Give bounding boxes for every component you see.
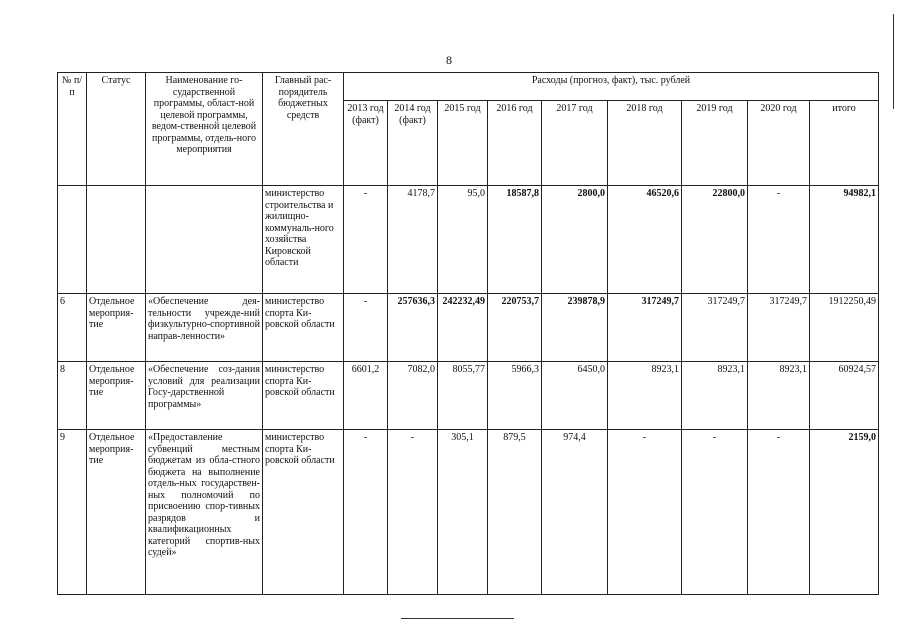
cell-status	[87, 186, 146, 294]
cell-value: 5966,3	[488, 362, 542, 430]
cell-value: 317249,7	[608, 294, 682, 362]
cell-value: 22800,0	[682, 186, 748, 294]
cell-value: 305,1	[438, 430, 488, 595]
cell-value: 242232,49	[438, 294, 488, 362]
cell-name: «Обеспечение соз-дания условий для реализации Госу-дарственной программы»	[146, 362, 263, 430]
header-status: Статус	[87, 73, 146, 186]
table-row	[58, 430, 879, 595]
cell-value: 4178,7	[388, 186, 438, 294]
cell-value: -	[682, 430, 748, 595]
header-expenses: Расходы (прогноз, факт), тыс. рублей	[344, 73, 879, 101]
table-row	[58, 362, 879, 430]
cell-value: 220753,7	[488, 294, 542, 362]
page-number: 8	[446, 53, 452, 67]
cell-admin: министерство спорта Ки-ровской области	[263, 362, 344, 430]
cell-status: Отдельное мероприя-тие	[87, 430, 146, 595]
cell-admin: министерство спорта Ки-ровской области	[263, 430, 344, 595]
cell-value: -	[388, 430, 438, 595]
cell-value: 2800,0	[542, 186, 608, 294]
cell-status: Отдельное мероприя-тие	[87, 362, 146, 430]
cell-name: «Предоставление субвенций местным бюджетам из обла-стного бюджета на выполнение отдель-ных государствен-ных полномочий по присвоению спор-тивных разрядов и квалификационных категорий спортив-ных судей»	[146, 430, 263, 595]
cell-value: 239878,9	[542, 294, 608, 362]
cell-value: 257636,3	[388, 294, 438, 362]
cell-value: -	[748, 430, 810, 595]
header-year: 2019 год	[682, 101, 748, 186]
cell-num: 6	[58, 294, 87, 362]
cell-value: 46520,6	[608, 186, 682, 294]
cell-num: 8	[58, 362, 87, 430]
header-year: 2018 год	[608, 101, 682, 186]
header-num: № п/п	[58, 73, 87, 186]
table-row	[58, 186, 879, 294]
header-year: 2017 год	[542, 101, 608, 186]
header-year: 2014 год (факт)	[388, 101, 438, 186]
cell-value: 317249,7	[682, 294, 748, 362]
header-admin: Главный рас-порядитель бюджетных средств	[263, 73, 344, 186]
cell-value: 8055,77	[438, 362, 488, 430]
cell-admin: министерство спорта Ки-ровской области	[263, 294, 344, 362]
cell-value: -	[748, 186, 810, 294]
cell-value: 18587,8	[488, 186, 542, 294]
cell-value: 8923,1	[682, 362, 748, 430]
cell-num: 9	[58, 430, 87, 595]
header-year: 2016 год	[488, 101, 542, 186]
cell-value: -	[344, 430, 388, 595]
cell-value: 317249,7	[748, 294, 810, 362]
cell-value: -	[344, 294, 388, 362]
header-year: 2020 год	[748, 101, 810, 186]
budget-table	[57, 72, 879, 595]
header-year: 2015 год	[438, 101, 488, 186]
margin-rule	[893, 14, 894, 109]
cell-value: 974,4	[542, 430, 608, 595]
cell-value: 6450,0	[542, 362, 608, 430]
header-year: 2013 год (факт)	[344, 101, 388, 186]
cell-total: 1912250,49	[810, 294, 879, 362]
cell-value: -	[344, 186, 388, 294]
cell-value: 8923,1	[608, 362, 682, 430]
cell-value: 8923,1	[748, 362, 810, 430]
table-row	[58, 294, 879, 362]
cell-name	[146, 186, 263, 294]
cell-admin: министерство строительства и жилищно-коммуналь-ного хозяйства Кировской области	[263, 186, 344, 294]
cell-num	[58, 186, 87, 294]
header-name: Наименование го-сударственной программы, област-ной целевой программы, ведом-ственной целевой программы, отдель-ного мероприятия	[146, 73, 263, 186]
cell-value: 95,0	[438, 186, 488, 294]
cell-value: 7082,0	[388, 362, 438, 430]
cell-value: -	[608, 430, 682, 595]
header-total: итого	[810, 101, 879, 186]
footer-rule	[401, 618, 514, 619]
cell-value: 879,5	[488, 430, 542, 595]
cell-total: 60924,57	[810, 362, 879, 430]
cell-name: «Обеспечение дея-тельности учрежде-ний физкультурно-спортивной направ-ленности»	[146, 294, 263, 362]
cell-total: 94982,1	[810, 186, 879, 294]
cell-total: 2159,0	[810, 430, 879, 595]
cell-value: 6601,2	[344, 362, 388, 430]
cell-status: Отдельное мероприя-тие	[87, 294, 146, 362]
